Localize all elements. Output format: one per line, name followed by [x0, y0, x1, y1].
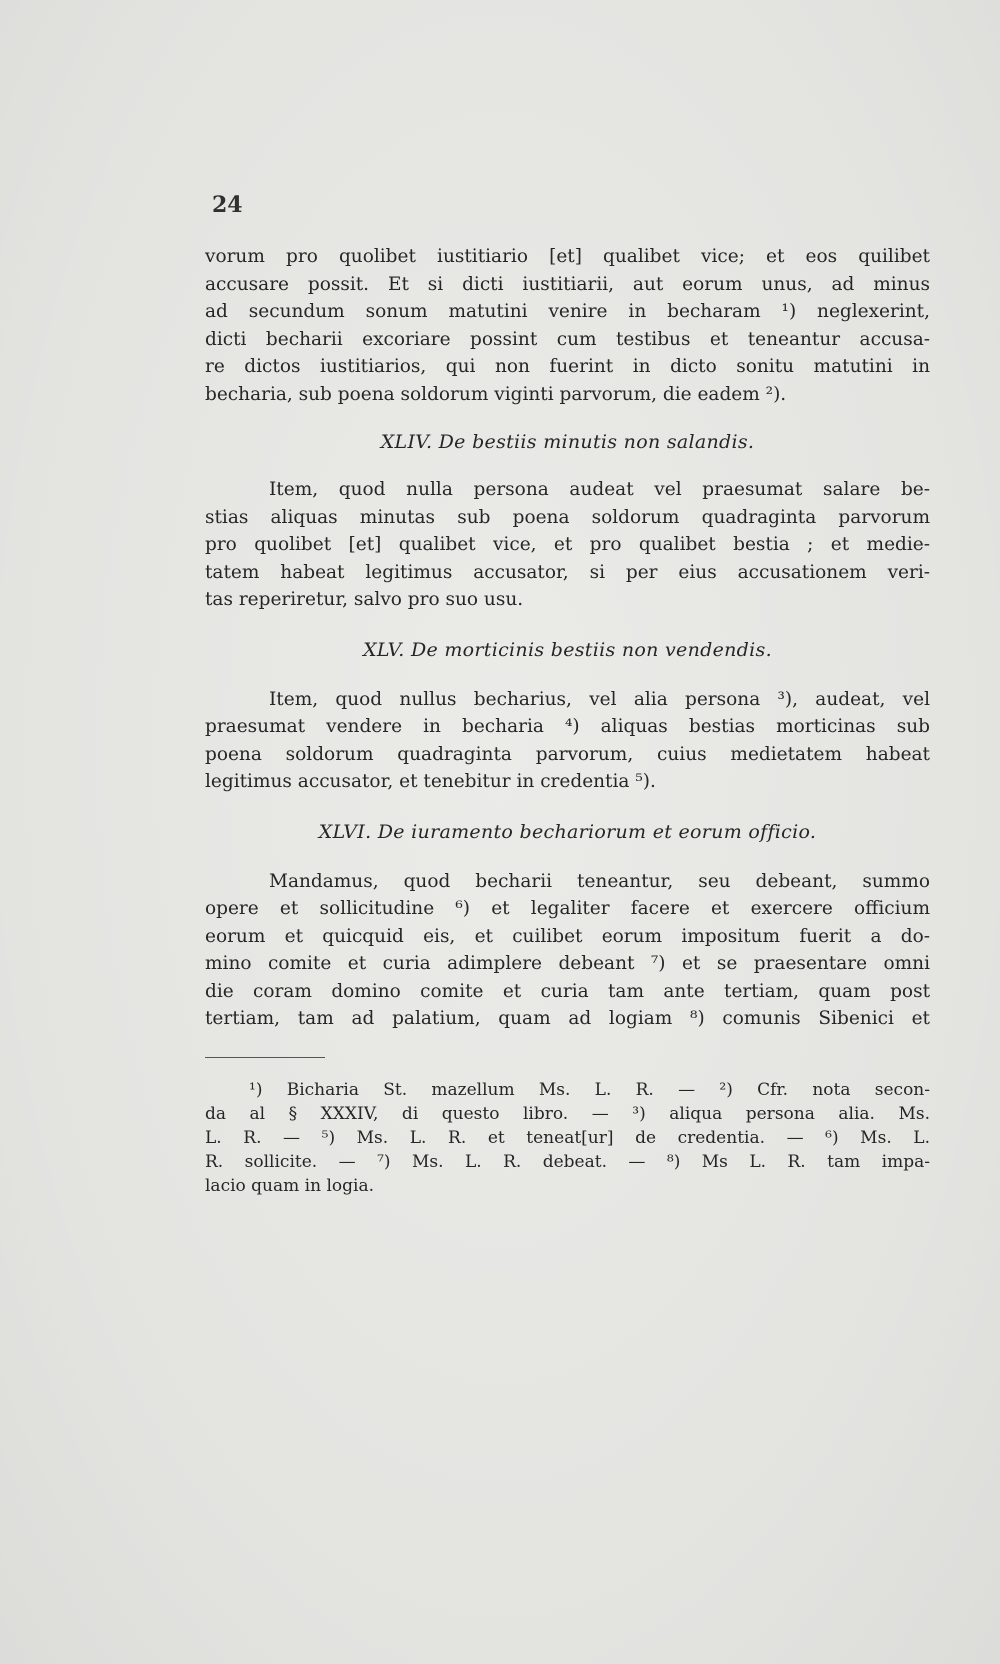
text-line: tatem habeat legitimus accusator, si per eius accusationem veri-	[205, 561, 930, 583]
page-content	[205, 243, 930, 1198]
text-line: re dictos iustitiarios, qui non fuerint in dicto sonitu matutini in	[205, 356, 930, 377]
paragraph-1	[205, 243, 930, 408]
page-number: 24	[212, 192, 243, 218]
text-line: mino comite et curia adimplere debeant ⁷) et se praesentare omni	[205, 953, 930, 974]
text-line: Item, quod nullus becharius, vel alia persona ³), audeat, vel	[269, 688, 930, 710]
text-line: becharia, sub poena soldorum viginti parvorum, die eadem ²).	[205, 383, 787, 405]
text-line: Mandamus, quod becharii teneantur, seu debeant, summo	[269, 870, 930, 892]
text-line: praesumat vendere in becharia ⁴) aliquas bestias morticinas sub	[205, 716, 930, 737]
paragraph-3	[205, 686, 930, 796]
text-line: stias aliquas minutas sub poena soldorum quadraginta parvorum	[205, 506, 930, 528]
section-heading-xliv: XLIV. De bestiis minutis non salandis.	[380, 431, 755, 453]
text-line: dicti becharii excoriare possint cum testibus et teneantur accusa-	[205, 328, 930, 350]
footnotes	[205, 1078, 930, 1198]
paragraph-2	[205, 476, 930, 614]
footnote-divider	[205, 1057, 325, 1058]
text-line: tertiam, tam ad palatium, quam ad logiam ⁸) comunis Sibenici et	[205, 1008, 930, 1029]
footnote-line: lacio quam in logia.	[205, 1175, 374, 1196]
text-line: ad secundum sonum matutini venire in becharam ¹) neglexerint,	[205, 301, 930, 322]
text-line: opere et sollicitudine ⁶) et legaliter facere et exercere officium	[205, 898, 930, 919]
text-line: Item, quod nulla persona audeat vel praesumat salare be-	[269, 479, 930, 500]
text-line: legitimus accusator, et tenebitur in credentia ⁵).	[205, 771, 656, 792]
paragraph-4	[205, 868, 930, 1033]
footnote-line: L. R. — ⁵) Ms. L. R. et teneat[ur] de credentia. — ⁶) Ms. L.	[205, 1127, 930, 1148]
text-line: tas reperiretur, salvo pro suo usu.	[205, 589, 524, 610]
text-line: vorum pro quolibet iustitiario [et] qualibet vice; et eos quilibet	[205, 246, 930, 267]
text-line: die coram domino comite et curia tam ante tertiam, quam post	[205, 980, 930, 1002]
text-line: poena soldorum quadraginta parvorum, cuius medietatem habeat	[205, 743, 930, 765]
section-heading-xlv: XLV. De morticinis bestiis non vendendis.	[363, 638, 772, 661]
text-line: pro quolibet [et] qualibet vice, et pro qualibet bestia ; et medie-	[205, 534, 930, 555]
section-heading-xlvi: XLVI. De iuramento bechariorum et eorum officio.	[318, 820, 817, 843]
text-line: accusare possit. Et si dicti iustitiarii, aut eorum unus, ad minus	[205, 273, 930, 295]
footnote-line: da al § XXXIV, di questo libro. — ³) aliqua persona alia. Ms.	[205, 1103, 930, 1124]
footnote-line: R. sollicite. — ⁷) Ms. L. R. debeat. — ⁸) Ms L. R. tam impa-	[205, 1151, 930, 1172]
footnote-line: ¹) Bicharia St. mazellum Ms. L. R. — ²) Cfr. nota secon-	[249, 1079, 930, 1100]
text-line: eorum et quicquid eis, et cuilibet eorum impositum fuerit a do-	[205, 925, 930, 947]
